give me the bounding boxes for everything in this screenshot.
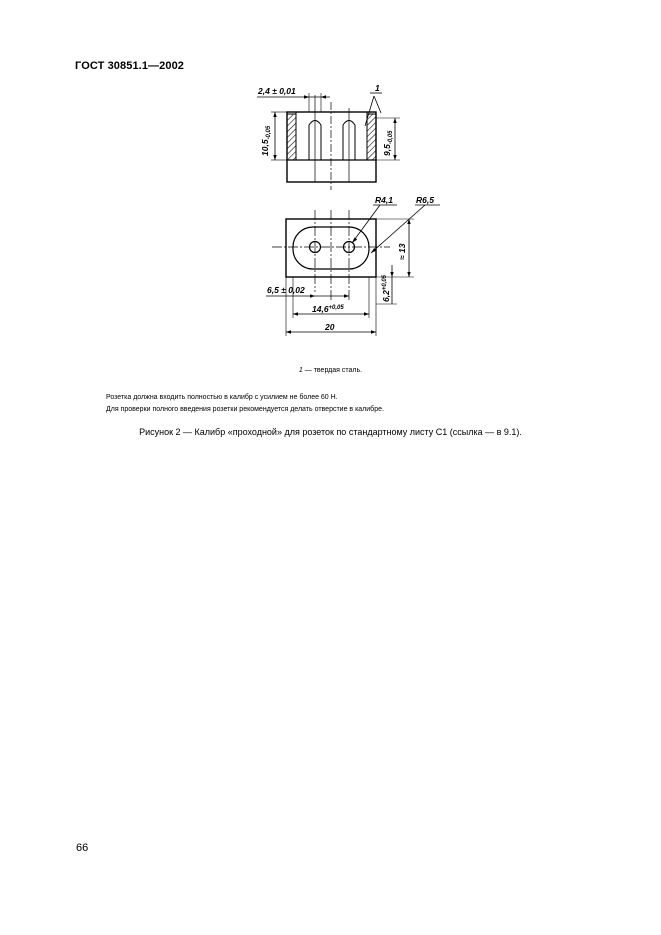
document-header: ГОСТ 30851.1—2002	[75, 60, 185, 72]
legend-number: 1	[298, 367, 303, 374]
page-number: 66	[76, 842, 89, 854]
legend-text: — твердая сталь.	[302, 367, 363, 374]
radius-small-label: R4,1	[375, 195, 393, 205]
dim-height-left	[260, 125, 272, 156]
dim-top-width: 2,4 ± 0,01	[258, 86, 296, 96]
dim-height-right	[382, 130, 394, 156]
plan-view	[266, 205, 440, 336]
dim-offset	[381, 274, 391, 302]
side-view	[257, 93, 400, 190]
dim-height-left-base: 10,5	[260, 139, 270, 156]
note-line: Для проверки полного введения розетки рекомендуется делать отверстие в калибре.	[106, 406, 384, 413]
dim-slot-length-tol: +0,05	[328, 305, 344, 311]
dim-slot-length-base: 14,6	[312, 304, 329, 314]
figure-caption: Рисунок 2 — Калибр «проходной» для розеток по стандартному листу С1 (ссылка — в 9.1).	[139, 427, 522, 437]
note-line: Розетка должна входить полностью в калибр с усилием не более 60 Н.	[106, 394, 338, 401]
dim-offset-base: 6,2	[381, 290, 391, 302]
dim-approx-13: ≈ 13	[397, 243, 407, 260]
dim-height-right-tol: -0,05	[388, 130, 394, 145]
dim-height-left-tol: -0,05	[266, 125, 272, 140]
callout-number: 1	[375, 83, 380, 93]
figure-legend	[0, 367, 661, 374]
dim-hole-spacing: 6,5 ± 0,02	[267, 285, 305, 295]
dim-slot-length	[312, 304, 344, 314]
dim-overall: 20	[325, 322, 335, 332]
dim-height-right-base: 9,5	[382, 144, 392, 156]
figure-notes	[106, 392, 384, 416]
dim-offset-tol: +0,05	[382, 274, 388, 291]
radius-large-label: R6,5	[416, 195, 434, 205]
gauge-drawing	[0, 0, 661, 360]
